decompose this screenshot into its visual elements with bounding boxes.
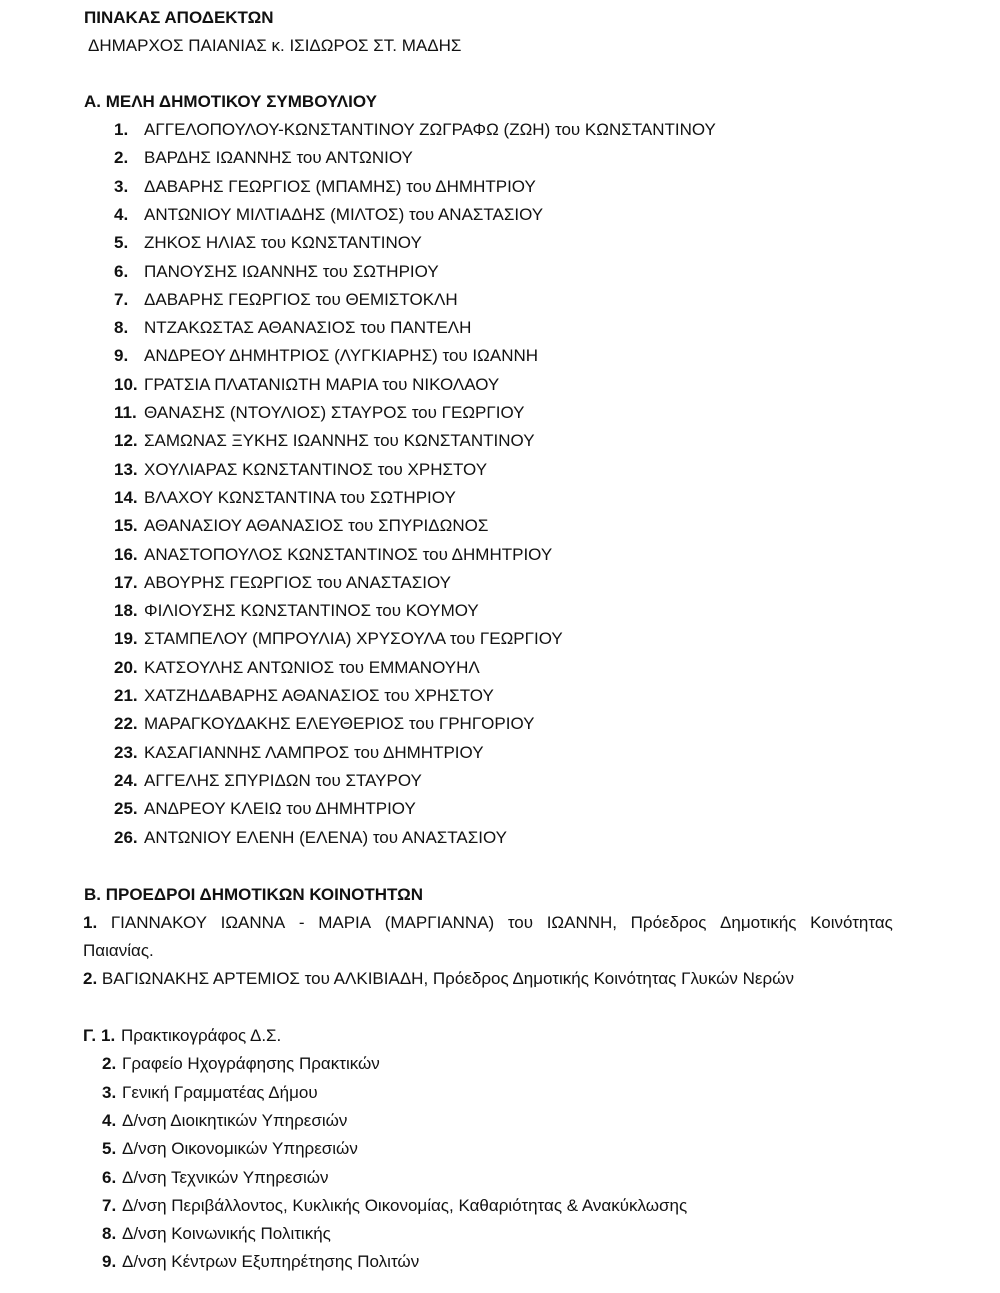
list-item (114, 177, 536, 197)
list-item (102, 1252, 419, 1272)
list-item-text: ΣΤΑΜΠΕΛΟΥ (ΜΠΡΟΥΛΙΑ) ΧΡΥΣΟΥΛΑ του ΓΕΩΡΓΙΟΥ (144, 629, 563, 649)
list-number: 25. (114, 799, 138, 819)
section-b-item-1-text (83, 913, 893, 933)
list-number: 15. (114, 516, 138, 536)
list-item-text: ΓΡΑΤΣΙΑ ΠΛΑΤΑΝΙΩΤΗ ΜΑΡΙΑ του ΝΙΚΟΛΑΟΥ (144, 374, 500, 394)
list-number: 8. (102, 1224, 117, 1244)
list-item-text: Δ/νση Τεχνικών Υπηρεσιών (122, 1167, 329, 1187)
list-item (114, 375, 499, 395)
list-item (114, 573, 451, 593)
section-b-item-2 (83, 969, 794, 989)
document-title: ΠΙΝΑΚΑΣ ΑΠΟΔΕΚΤΩΝ (84, 8, 274, 27)
justified-word: Δημοτικής (720, 913, 797, 932)
list-item (114, 686, 494, 706)
list-item-text: ΚΑΤΣΟΥΛΗΣ ΑΝΤΩΝΙΟΣ του ΕΜΜΑΝΟΥΗΛ (144, 657, 480, 677)
list-item-text: ΒΑΡΔΗΣ ΙΩΑΝΝΗΣ του ΑΝΤΩΝΙΟΥ (144, 148, 413, 168)
list-number: 1. (83, 913, 98, 932)
list-item-text: ΘΑΝΑΣΗΣ (ΝΤΟΥΛΙΟΣ) ΣΤΑΥΡΟΣ του ΓΕΩΡΓΙΟΥ (144, 403, 525, 422)
list-item (114, 488, 456, 508)
list-item-text: ΔΑΒΑΡΗΣ ΓΕΩΡΓΙΟΣ (ΜΠΑΜΗΣ) του ΔΗΜΗΤΡΙΟΥ (144, 176, 536, 196)
list-number: 6. (114, 261, 129, 281)
list-item (114, 262, 439, 282)
list-number: 2. (83, 969, 98, 988)
list-number: 8. (114, 318, 129, 338)
list-item-text: ΑΝΔΡΕΟΥ ΚΛΕΙΩ του ΔΗΜΗΤΡΙΟΥ (144, 799, 416, 819)
list-number: 9. (102, 1252, 117, 1272)
justified-word: Κοινότητας (810, 913, 893, 932)
list-item (114, 205, 543, 225)
list-item-text: ΑΝΤΩΝΙΟΥ ΕΛΕΝΗ (ΕΛΕΝΑ) του ΑΝΑΣΤΑΣΙΟΥ (144, 827, 508, 847)
list-item (114, 658, 480, 678)
list-number: 22. (114, 714, 138, 734)
justified-word: (ΜΑΡΓΙΑΝΝΑ) (384, 913, 495, 932)
list-item-text: Δ/νση Οικονομικών Υπηρεσιών (122, 1139, 358, 1159)
list-item-text: Γραφείο Ηχογράφησης Πρακτικών (122, 1054, 380, 1074)
list-item-text: ΑΝΤΩΝΙΟΥ ΜΙΛΤΙΑΔΗΣ (ΜΙΛΤΟΣ) του ΑΝΑΣΤΑΣΙΟΥ (144, 204, 544, 224)
list-number: 9. (114, 346, 129, 366)
list-item (102, 1139, 358, 1159)
list-item (114, 120, 716, 140)
list-item-text: ΑΓΓΕΛΗΣ ΣΠΥΡΙΔΩΝ του ΣΤΑΥΡΟΥ (144, 770, 422, 790)
list-number: 20. (114, 657, 138, 677)
section-a-heading: Α. ΜΕΛΗ ΔΗΜΟΤΙΚΟΥ ΣΥΜΒΟΥΛΙΟΥ (84, 92, 377, 111)
list-item (114, 743, 484, 763)
justified-word: Πρόεδρος (630, 913, 707, 932)
list-number: 3. (102, 1082, 117, 1102)
list-number: 2. (102, 1054, 117, 1074)
list-item-text: ΝΤΖΑΚΩΣΤΑΣ ΑΘΑΝΑΣΙΟΣ του ΠΑΝΤΕΛΗ (144, 318, 472, 338)
list-number: 4. (102, 1110, 117, 1130)
list-item-text: ΖΗΚΟΣ ΗΛΙΑΣ του ΚΩΝΣΤΑΝΤΙΝΟΥ (144, 233, 422, 253)
list-item-text: Δ/νση Διοικητικών Υπηρεσιών (122, 1110, 348, 1130)
list-number: 14. (114, 487, 138, 507)
list-item-text: ΑΝΑΣΤΟΠΟΥΛΟΣ ΚΩΝΣΤΑΝΤΙΝΟΣ του ΔΗΜΗΤΡΙΟΥ (144, 544, 553, 564)
list-item (114, 431, 535, 451)
list-item-text: Γενική Γραμματέας Δήμου (122, 1082, 318, 1102)
list-number: 24. (114, 770, 138, 790)
list-item-text: ΜΑΡΑΓΚΟΥΔΑΚΗΣ ΕΛΕΥΘΕΡΙΟΣ του ΓΡΗΓΟΡΙΟΥ (144, 714, 535, 734)
list-item (102, 1196, 687, 1216)
list-item (114, 233, 422, 253)
list-number: 23. (114, 742, 138, 762)
justified-word: του (507, 913, 534, 932)
list-item (114, 714, 534, 734)
list-item (114, 601, 479, 621)
list-item (114, 516, 488, 536)
list-item (114, 629, 563, 649)
list-number: 13. (114, 459, 138, 479)
list-item (114, 148, 413, 168)
list-item (114, 346, 538, 366)
list-item-text: ΔΑΒΑΡΗΣ ΓΕΩΡΓΙΟΣ του ΘΕΜΙΣΤΟΚΛΗ (144, 289, 458, 309)
list-number: 16. (114, 544, 138, 564)
list-item-text: ΑΘΑΝΑΣΙΟΥ ΑΘΑΝΑΣΙΟΣ του ΣΠΥΡΙΔΩΝΟΣ (144, 516, 489, 536)
section-b-heading: Β. ΠΡΟΕΔΡΟΙ ΔΗΜΟΤΙΚΩΝ ΚΟΙΝΟΤΗΤΩΝ (84, 885, 423, 904)
justified-word: ΙΩΑΝΝΗ, (546, 913, 618, 932)
list-item-text: Πρακτικογράφος Δ.Σ. (121, 1026, 282, 1045)
list-item (114, 828, 507, 848)
list-item (114, 290, 458, 310)
list-item-text: ΑΝΔΡΕΟΥ ΔΗΜΗΤΡΙΟΣ (ΛΥΓΚΙΑΡΗΣ) του ΙΩΑΝΝΗ (144, 346, 539, 366)
justified-word: ΓΙΑΝΝΑΚΟΥ (110, 913, 207, 932)
list-number: 7. (114, 289, 129, 309)
list-item-text: ΑΒΟΥΡΗΣ ΓΕΩΡΓΙΟΣ του ΑΝΑΣΤΑΣΙΟΥ (144, 572, 452, 592)
list-number: 19. (114, 629, 138, 649)
list-item-text: ΒΛΑΧΟΥ ΚΩΝΣΤΑΝΤΙΝΑ του ΣΩΤΗΡΙΟΥ (144, 487, 456, 507)
justified-word: ΜΑΡΙΑ (318, 913, 372, 932)
list-item-text: ΚΑΣΑΓΙΑΝΝΗΣ ΛΑΜΠΡΟΣ του ΔΗΜΗΤΡΙΟΥ (144, 742, 484, 762)
list-item-text: ΣΑΜΩΝΑΣ ΞΥΚΗΣ ΙΩΑΝΝΗΣ του ΚΩΝΣΤΑΝΤΙΝΟΥ (144, 431, 535, 451)
list-number: 1. (114, 120, 129, 139)
justified-word: - (298, 913, 305, 932)
list-item (114, 403, 525, 423)
list-item (114, 545, 552, 565)
list-item (102, 1168, 329, 1188)
list-number: 2. (114, 148, 129, 168)
justified-word: ΙΩΑΝΝΑ (220, 913, 286, 932)
list-item (114, 799, 416, 819)
list-number: 1. (101, 1026, 116, 1045)
list-item-text: Δ/νση Κέντρων Εξυπηρέτησης Πολιτών (122, 1252, 420, 1272)
list-item (102, 1111, 347, 1131)
list-number: 3. (114, 176, 129, 196)
list-number: 6. (102, 1167, 117, 1187)
section-b-item-1 (83, 913, 893, 933)
list-number: 4. (114, 204, 129, 224)
list-number: 5. (102, 1139, 117, 1159)
list-number: 7. (102, 1195, 117, 1215)
list-number: 21. (114, 686, 138, 705)
list-number: 26. (114, 827, 138, 847)
list-item (114, 771, 422, 791)
list-number: 18. (114, 601, 138, 621)
list-item-text: Δ/νση Κοινωνικής Πολιτικής (122, 1224, 331, 1244)
section-b-item-1-continuation: Παιανίας. (83, 941, 154, 960)
list-item-text: ΑΓΓΕΛΟΠΟΥΛΟΥ-ΚΩΝΣΤΑΝΤΙΝΟΥ ΖΩΓΡΑΦΩ (ΖΩΗ) του ΚΩΝΣΤΑΝΤΙΝΟΥ (144, 120, 716, 139)
list-number: 5. (114, 233, 129, 253)
list-item-text: ΧΟΥΛΙΑΡΑΣ ΚΩΝΣΤΑΝΤΙΝΟΣ του ΧΡΗΣΤΟΥ (144, 459, 488, 479)
list-item (102, 1083, 318, 1103)
list-number: 12. (114, 431, 138, 451)
section-c-label: Γ. (83, 1026, 97, 1045)
list-item (102, 1224, 331, 1244)
list-item (114, 318, 471, 338)
list-item-text: ΦΙΛΙΟΥΣΗΣ ΚΩΝΣΤΑΝΤΙΝΟΣ του ΚΟΥΜΟΥ (144, 601, 479, 621)
list-number: 11. (114, 403, 137, 422)
list-number: 17. (114, 572, 138, 592)
list-number: 10. (114, 374, 138, 394)
list-item (101, 1026, 281, 1046)
list-item-text: ΧΑΤΖΗΔΑΒΑΡΗΣ ΑΘΑΝΑΣΙΟΣ του ΧΡΗΣΤΟΥ (144, 686, 494, 705)
list-item (102, 1054, 380, 1074)
mayor-line: ΔΗΜΑΡΧΟΣ ΠΑΙΑΝΙΑΣ κ. ΙΣΙΔΩΡΟΣ ΣΤ. ΜΑΔΗΣ (88, 36, 462, 55)
list-item (114, 460, 487, 480)
list-item-text: Δ/νση Περιβάλλοντος, Κυκλικής Οικονομίας, Καθαριότητας & Ανακύκλωσης (122, 1195, 688, 1215)
list-item-text: ΠΑΝΟΥΣΗΣ ΙΩΑΝΝΗΣ του ΣΩΤΗΡΙΟΥ (144, 261, 439, 281)
list-item-text: ΒΑΓΙΩΝΑΚΗΣ ΑΡΤΕΜΙΟΣ του ΑΛΚΙΒΙΑΔΗ, Πρόεδρος Δημοτικής Κοινότητας Γλυκών Νερών (101, 969, 794, 988)
